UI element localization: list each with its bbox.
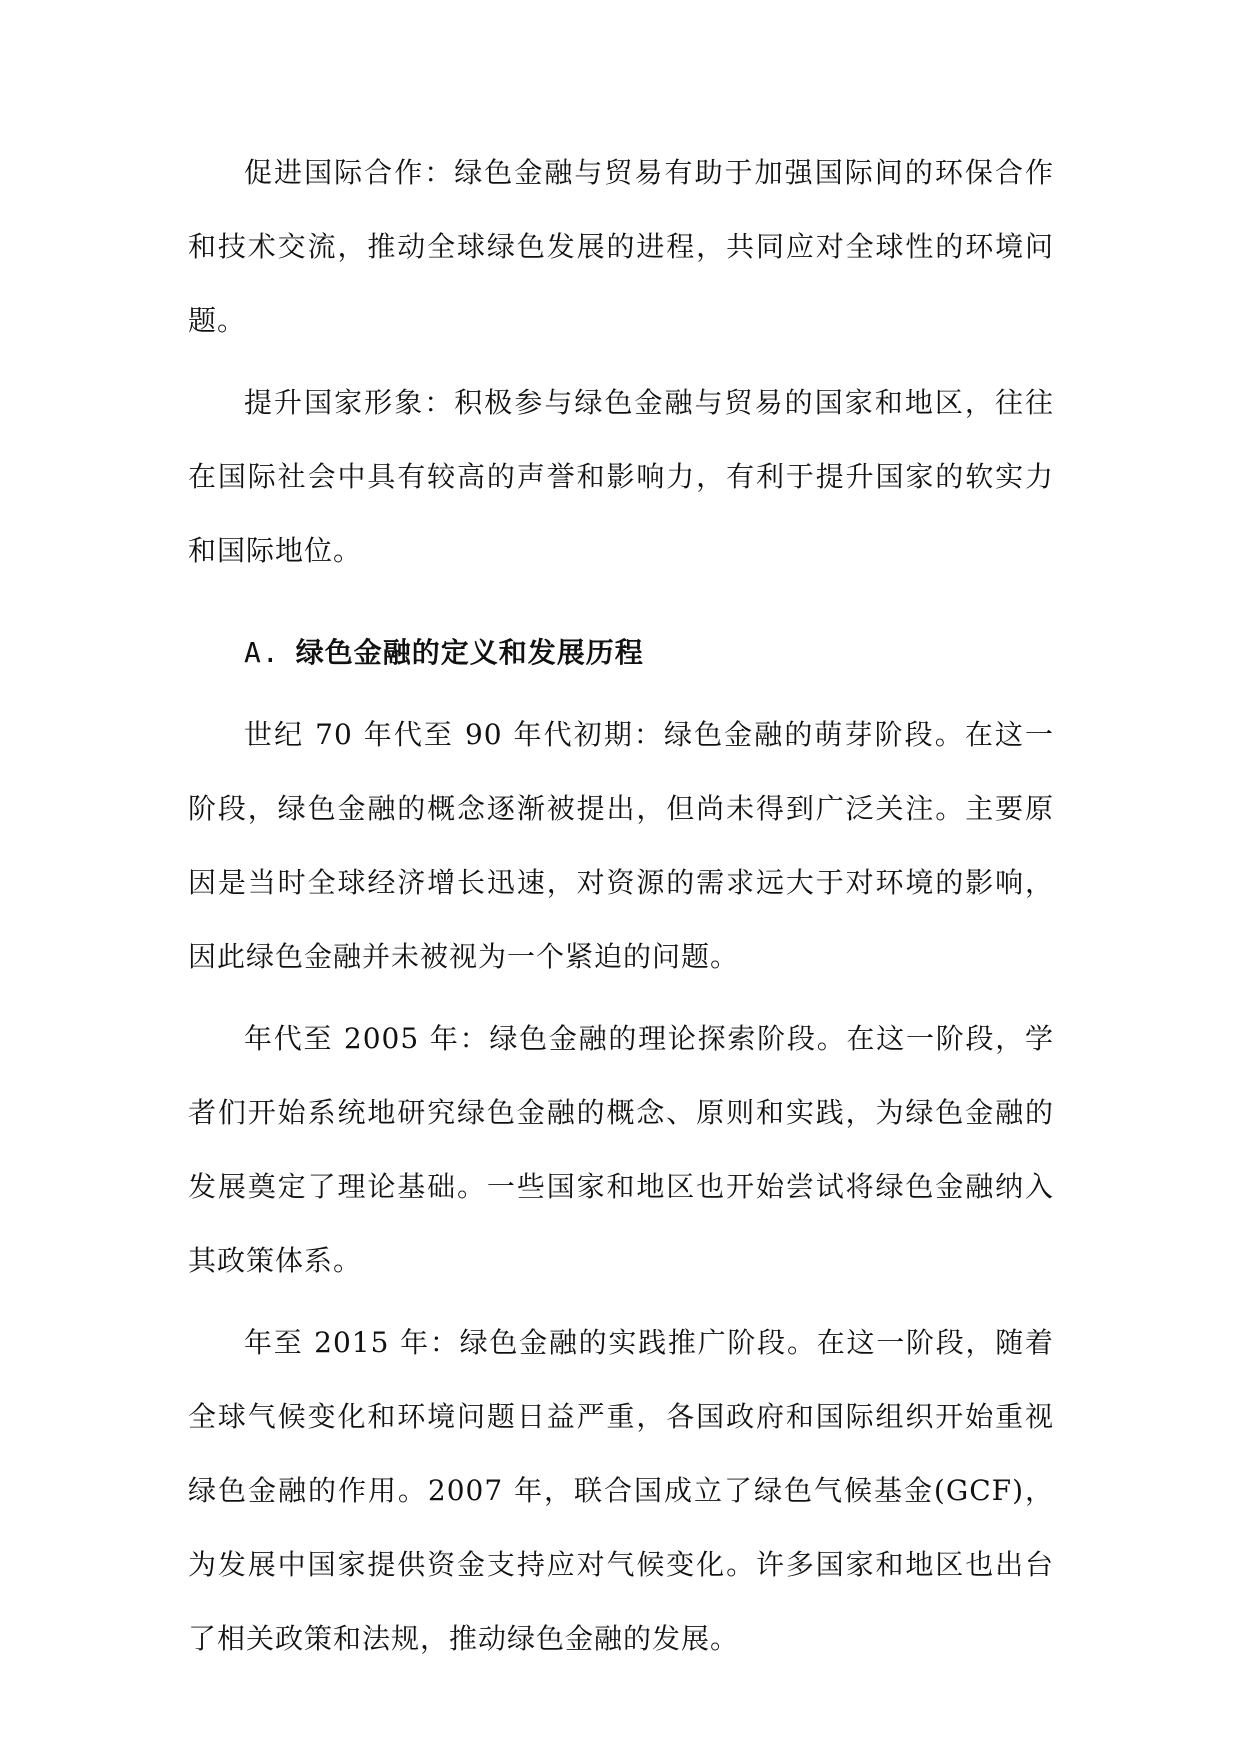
- section-title: 绿色金融的定义和发展历程: [295, 636, 644, 669]
- section-label: A.: [244, 636, 280, 669]
- section-heading: [188, 616, 1054, 690]
- paragraph-stage-1: 世纪 70 年代至 90 年代初期：绿色金融的萌芽阶段。在这一阶段，绿色金融的概念逐渐被提出，但尚未得到广泛关注。主要原因是当时全球经济增长迅速，对资源的需求远大于对环境的影响，因此绿色金融并未被视为一个紧迫的问题。: [188, 718, 1054, 973]
- paragraph-stage-2: 年代至 2005 年：绿色金融的理论探索阶段。在这一阶段，学者们开始系统地研究绿色金融的概念、原则和实践，为绿色金融的发展奠定了理论基础。一些国家和地区也开始尝试将绿色金融纳入其政策体系。: [188, 1022, 1054, 1277]
- paragraph-international-cooperation: 促进国际合作：绿色金融与贸易有助于加强国际间的环保合作和技术交流，推动全球绿色发展的进程，共同应对全球性的环境问题。: [188, 156, 1054, 337]
- document-body: [188, 136, 1054, 1684]
- paragraph-national-image: 提升国家形象：积极参与绿色金融与贸易的国家和地区，往往在国际社会中具有较高的声誉和影响力，有利于提升国家的软实力和国际地位。: [188, 386, 1054, 567]
- paragraph-stage-3: 年至 2015 年：绿色金融的实践推广阶段。在这一阶段，随着全球气候变化和环境问题日益严重，各国政府和国际组织开始重视绿色金融的作用。2007 年，联合国成立了绿色气候基金(GCF)，为发展中国家提供资金支持应对气候变化。许多国家和地区也出台了相关政策和法规，推动绿色金融的发展。: [188, 1326, 1054, 1655]
